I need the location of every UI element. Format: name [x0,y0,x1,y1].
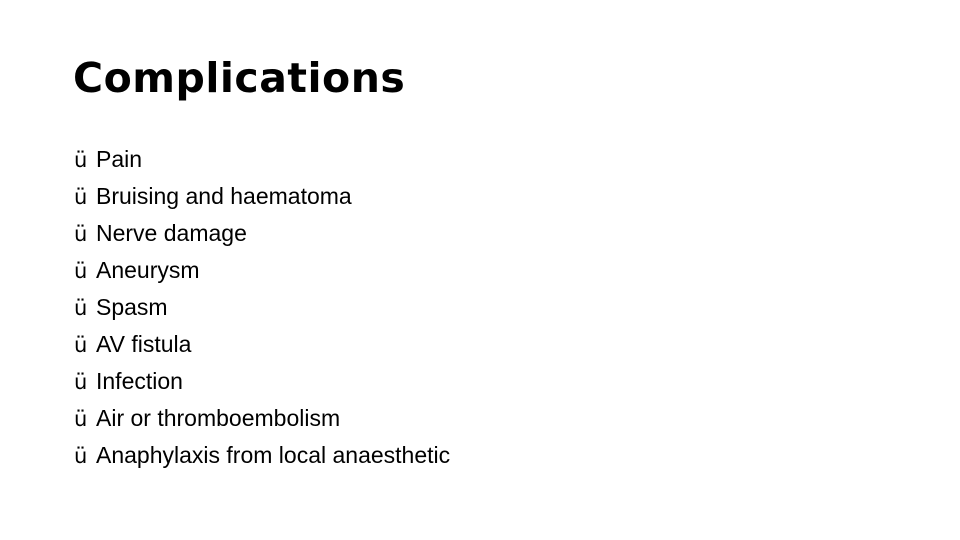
list-item [74,141,450,178]
list-item [74,326,450,363]
list-item [74,252,450,289]
list-item [74,178,450,215]
check-mark-icon: ü [74,148,88,172]
complications-list [74,141,450,474]
list-item [74,289,450,326]
check-mark-icon: ü [74,259,88,283]
check-mark-icon: ü [74,185,88,209]
list-item [74,363,450,400]
list-item-label: Spasm [96,294,168,320]
list-item-label: Air or thromboembolism [96,405,341,431]
list-item-label: AV fistula [96,331,192,357]
list-item [74,400,450,437]
check-mark-icon: ü [74,444,88,468]
list-item [74,437,450,474]
list-item-label: Anaphylaxis from local anaesthetic [96,442,451,468]
check-mark-icon: ü [74,222,88,246]
list-item [74,215,450,252]
check-mark-icon: ü [74,407,88,431]
slide-title: Complications [73,54,406,102]
list-item-label: Infection [96,368,183,394]
list-item-label: Aneurysm [96,257,200,283]
list-item-label: Nerve damage [96,220,247,246]
check-mark-icon: ü [74,296,88,320]
list-item-label: Pain [96,146,143,172]
check-mark-icon: ü [74,370,88,394]
check-mark-icon: ü [74,333,88,357]
list-item-label: Bruising and haematoma [96,183,352,209]
